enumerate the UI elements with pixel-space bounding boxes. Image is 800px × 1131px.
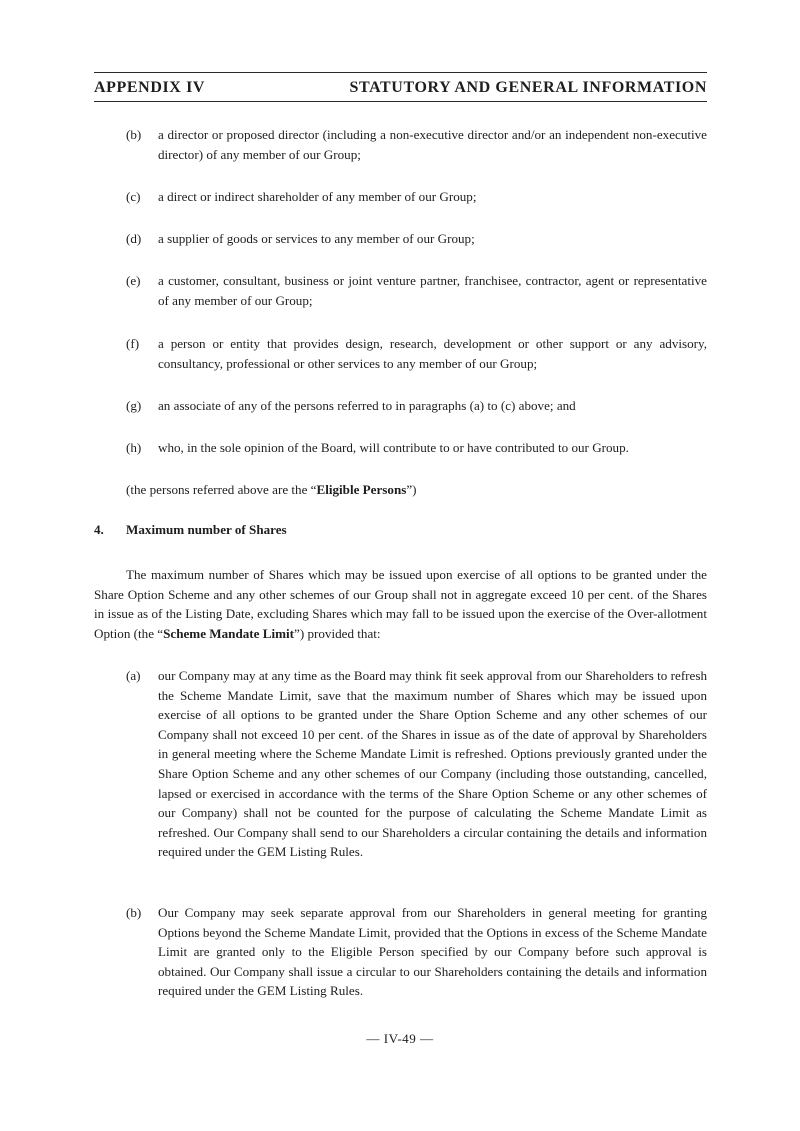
- proviso-text: our Company may at any time as the Board may think fit seek approval from our Shareholders to refresh the Scheme Mandate Limit, save that the maximum number of Shares which may be issued upon exercise of all options to be granted under the Share Option Scheme and any other schemes of our Company shall not exceed 10 per cent. of the Shares in issue as of the date of approval by Shareholders in general meeting where the Scheme Mandate Limit is refreshed. Options previously granted under the Share Option Scheme and any other schemes of our Company (including those outstanding, cancelled, lapsed or exercised in accordance with the terms of the Share Option Scheme or any other schemes of our Company) shall not be counted for the purpose of calculating the Scheme Mandate Limit as refreshed. Our Company shall send to our Shareholders a circular containing the details and information required under the GEM Listing Rules.: [158, 668, 707, 860]
- section-heading: Maximum number of Shares: [126, 522, 287, 537]
- defined-term-eligible-persons: Eligible Persons: [316, 482, 407, 497]
- intro-paragraph: [94, 565, 707, 643]
- list-item-d: [94, 229, 707, 249]
- list-item-text: a director or proposed director (including a non-executive director and/or an independent non-executive director) of any member of our Group;: [158, 127, 707, 162]
- header-bottom-rule: [94, 101, 707, 102]
- list-item-text: a direct or indirect shareholder of any member of our Group;: [158, 189, 477, 204]
- eligible-persons-note: [94, 480, 707, 500]
- list-item-b: [94, 125, 707, 164]
- page-section-title: STATUTORY AND GENERAL INFORMATION: [349, 79, 707, 96]
- proviso-text: Our Company may seek separate approval from our Shareholders in general meeting for granting Options beyond the Scheme Mandate Limit, provided that the Options in excess of the Scheme Mandate Limit are granted only to the Eligible Person specified by our Company before such approval is obtained. Our Company shall issue a circular to our Shareholders containing the details and information required under the GEM Listing Rules.: [158, 905, 707, 999]
- list-item-text: a person or entity that provides design, research, development or other support or any advisory, consultancy, professional or other services to any member of our Group;: [158, 336, 707, 371]
- list-item-text: an associate of any of the persons referred to in paragraphs (a) to (c) above; and: [158, 398, 576, 413]
- header-top-rule: [94, 72, 707, 73]
- list-item-g: [94, 396, 707, 416]
- list-item-f: [94, 334, 707, 373]
- intro-text-after: ”) provided that:: [294, 625, 381, 641]
- list-marker: (f): [126, 336, 140, 351]
- list-item-h: [94, 438, 707, 458]
- list-item-text: who, in the sole opinion of the Board, will contribute to or have contributed to our Group.: [158, 440, 629, 455]
- list-marker: (g): [126, 398, 142, 413]
- note-text-after: ”): [406, 482, 417, 497]
- page-number: — IV-49 —: [366, 1031, 434, 1046]
- section-number: 4.: [94, 522, 104, 537]
- list-item-c: [94, 187, 707, 207]
- list-marker: (a): [126, 668, 141, 683]
- proviso-item-b: [94, 903, 707, 1001]
- note-text-before: (the persons referred above are the “: [126, 482, 317, 497]
- list-marker: (c): [126, 189, 141, 204]
- defined-term-scheme-mandate-limit: Scheme Mandate Limit: [163, 625, 295, 641]
- list-marker: (h): [126, 440, 142, 455]
- proviso-item-a: [94, 666, 707, 862]
- list-item-text: a supplier of goods or services to any member of our Group;: [158, 231, 475, 246]
- list-marker: (d): [126, 231, 142, 246]
- list-marker: (b): [126, 127, 142, 142]
- list-item-e: [94, 271, 707, 310]
- list-item-text: a customer, consultant, business or joint venture partner, franchisee, contractor, agent or representative of any member of our Group;: [158, 273, 707, 308]
- list-marker: (e): [126, 273, 141, 288]
- list-marker: (b): [126, 905, 142, 920]
- intro-text-before: The maximum number of Shares which may be issued upon exercise of all options to be granted under the Share Option Scheme and any other schemes of our Group shall not in aggregate exceed 10 per cent. of the Shares in issue as of the Listing Date, excluding Shares which may fall to be issued upon the exercise of the Over-allotment Option (the “: [94, 567, 707, 641]
- appendix-label: APPENDIX IV: [94, 79, 206, 96]
